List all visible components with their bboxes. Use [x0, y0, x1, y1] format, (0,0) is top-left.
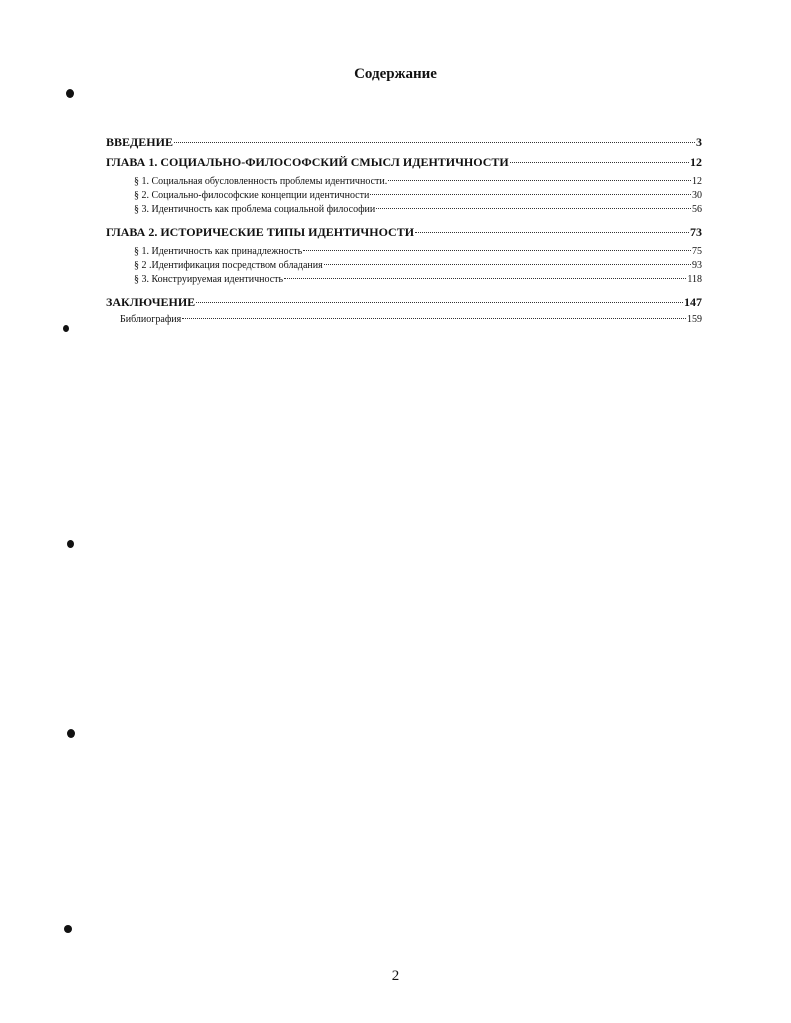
toc-entry-conclusion[interactable]: [106, 293, 702, 313]
toc-label: ГЛАВА 2. ИСТОРИЧЕСКИЕ ТИПЫ ИДЕНТИЧНОСТИ: [106, 225, 415, 239]
toc-label: § 3. Идентичность как проблема социальной философии: [134, 204, 376, 215]
toc-leader: [182, 318, 686, 319]
toc-label: § 2. Социально-философские концепции идентичности: [134, 190, 370, 201]
toc-label: ГЛАВА 1. СОЦИАЛЬНО-ФИЛОСОФСКИЙ СМЫСЛ ИДЕНТИЧНОСТИ: [106, 155, 509, 169]
page-title: Содержание: [354, 66, 437, 82]
toc-page: 12: [692, 176, 702, 187]
punch-hole-mark: [64, 925, 72, 933]
toc-entry-chapter-1[interactable]: [106, 153, 702, 173]
toc-label: § 1. Социальная обусловленность проблемы идентичности.: [134, 176, 388, 187]
punch-hole-mark: [67, 729, 75, 738]
toc-leader: [388, 180, 691, 181]
toc-leader: [284, 278, 686, 279]
toc-leader: [174, 142, 695, 143]
toc-leader: [196, 302, 683, 303]
toc-label: Библиография: [120, 314, 182, 325]
toc-entry-ch2-section-2[interactable]: [106, 259, 702, 273]
toc-page: 12: [690, 155, 702, 169]
toc-entry-bibliography[interactable]: [106, 313, 702, 327]
toc-page: 159: [687, 314, 702, 325]
toc-entry-ch2-section-1[interactable]: [106, 245, 702, 259]
toc-entry-ch1-section-2[interactable]: [106, 189, 702, 203]
page-number: 2: [391, 968, 400, 984]
toc-label: § 3. Конструируемая идентичность: [134, 274, 284, 285]
toc-entry-intro[interactable]: [106, 133, 702, 153]
toc-label: ВВЕДЕНИЕ: [106, 135, 173, 149]
punch-hole-mark: [66, 89, 74, 98]
toc-entry-ch1-section-3[interactable]: [106, 203, 702, 217]
toc-page: 118: [687, 274, 702, 285]
toc-page: 73: [690, 225, 702, 239]
toc-leader: [303, 250, 691, 251]
toc-page: 56: [692, 204, 702, 215]
toc-page: 147: [684, 295, 702, 309]
toc-label: ЗАКЛЮЧЕНИЕ: [106, 295, 196, 309]
toc-leader: [370, 194, 691, 195]
toc-page: 75: [692, 246, 702, 257]
punch-hole-mark: [63, 325, 69, 332]
punch-hole-mark: [67, 540, 74, 548]
toc-entry-ch1-section-1[interactable]: [106, 175, 702, 189]
toc-entry-chapter-2[interactable]: [106, 223, 702, 243]
toc-leader: [324, 264, 691, 265]
toc-page: 93: [692, 260, 702, 271]
toc-entry-ch2-section-3[interactable]: [106, 273, 702, 287]
toc-page: 3: [696, 135, 702, 149]
table-of-contents: [106, 133, 702, 327]
toc-leader: [415, 232, 689, 233]
toc-leader: [376, 208, 691, 209]
toc-leader: [510, 162, 689, 163]
toc-label: § 2 .Идентификация посредством обладания: [134, 260, 323, 271]
toc-label: § 1. Идентичность как принадлежность: [134, 246, 303, 257]
toc-page: 30: [692, 190, 702, 201]
